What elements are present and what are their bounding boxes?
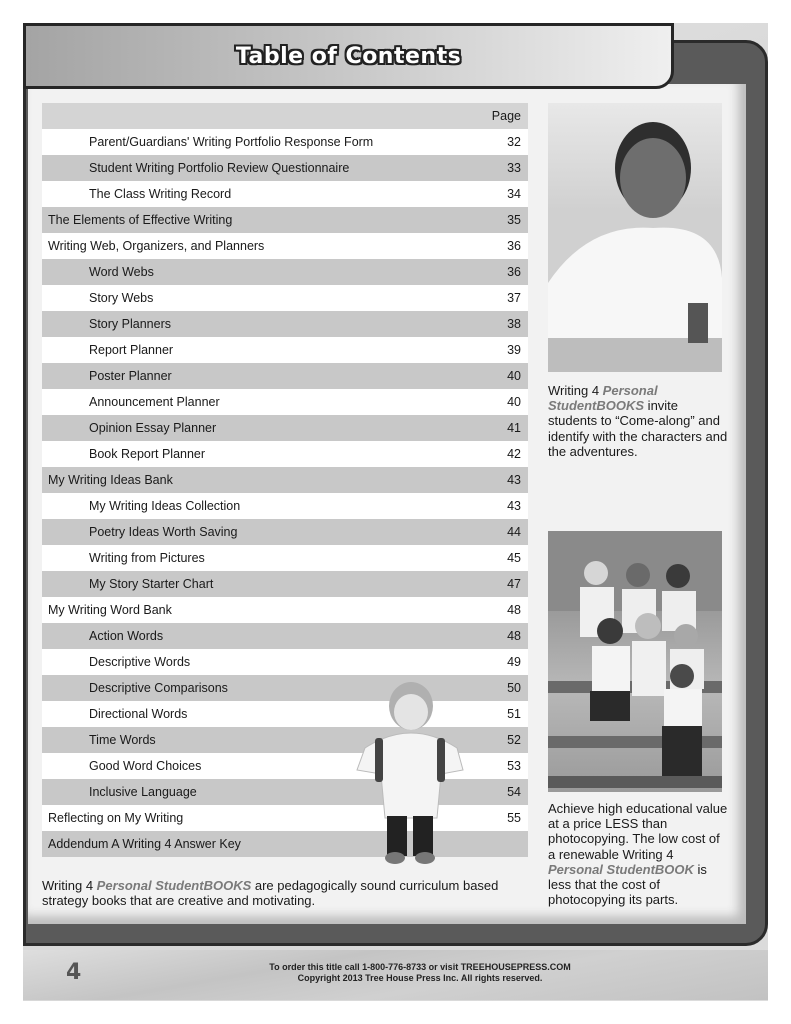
toc-row — [42, 259, 528, 285]
toc-row — [42, 493, 528, 519]
toc-entry-page: 54 — [507, 785, 521, 799]
toc-entry-page: 55 — [507, 811, 521, 825]
toc-entry-title: Report Planner — [89, 343, 174, 357]
toc-entry-page: 52 — [507, 733, 521, 747]
toc-row — [42, 415, 528, 441]
toc-row — [42, 649, 528, 675]
toc-entry-page: 39 — [507, 343, 521, 357]
toc-entry-title: Poster Planner — [89, 369, 172, 383]
toc-entry-page: 50 — [507, 681, 521, 695]
toc-entry-title: My Writing Ideas Bank — [48, 473, 173, 487]
toc-entry-page: 36 — [507, 265, 521, 279]
toc-entry-page: 38 — [507, 317, 521, 331]
toc-entry-title: Book Report Planner — [89, 447, 206, 461]
toc-row — [42, 311, 528, 337]
toc-entry-title: Action Words — [89, 629, 164, 643]
toc-row — [42, 623, 528, 649]
toc-entry-title: Directional Words — [89, 707, 188, 721]
footer-text — [180, 962, 660, 984]
toc-row — [42, 285, 528, 311]
caption-1-prefix: Writing 4 — [548, 383, 603, 398]
toc-entry-page: 42 — [507, 447, 521, 461]
toc-entry-page: 41 — [507, 421, 521, 435]
toc-row — [42, 207, 528, 233]
toc-entry-page: 49 — [507, 655, 521, 669]
toc-entry-title: Good Word Choices — [89, 759, 202, 773]
toc-row — [42, 519, 528, 545]
toc-entry-page: 47 — [507, 577, 521, 591]
toc-entry-title: My Writing Ideas Collection — [89, 499, 241, 513]
toc-entry-page: 53 — [507, 759, 521, 773]
toc-entry-title: Poetry Ideas Worth Saving — [89, 525, 238, 539]
page-column-header: Page — [491, 109, 521, 123]
caption-2-prefix: Achieve high educational value at a price LESS than photocopying. The low cost of a renewable Writing 4 — [548, 801, 728, 862]
children-group-image — [548, 531, 722, 792]
brand-emphasis: Personal StudentBOOKS — [548, 383, 658, 414]
toc-entry-title: Story Webs — [89, 291, 154, 305]
toc-entry-title: Descriptive Comparisons — [89, 681, 228, 695]
toc-row — [42, 467, 528, 493]
toc-row — [42, 597, 528, 623]
toc-row — [42, 363, 528, 389]
toc-entry-title: Time Words — [89, 733, 156, 747]
toc-entry-title: Word Webs — [89, 265, 154, 279]
toc-entry-page: 44 — [507, 525, 521, 539]
brand-emphasis: Personal StudentBOOK — [548, 861, 694, 877]
toc-entry-title: Inclusive Language — [89, 785, 197, 799]
toc-entry-title: Addendum A Writing 4 Answer Key — [48, 837, 241, 851]
toc-entry-page: 40 — [507, 395, 521, 409]
toc-entry-page: 34 — [507, 187, 521, 201]
toc-entry-title: The Elements of Effective Writing — [48, 213, 233, 227]
toc-row — [42, 571, 528, 597]
toc-row — [42, 181, 528, 207]
toc-entry-page: 35 — [507, 213, 521, 227]
caption-1-suffix: invite students to “Come-along” and identify with the characters and the adventures. — [548, 398, 728, 459]
toc-entry-page: 33 — [507, 161, 521, 175]
toc-row — [42, 129, 528, 155]
toc-entry-title: Parent/Guardians' Writing Portfolio Response Form — [89, 135, 374, 149]
toc-row — [42, 155, 528, 181]
toc-entry-title: The Class Writing Record — [89, 187, 232, 201]
toc-row — [42, 545, 528, 571]
caption-come-along — [548, 383, 728, 459]
toc-entry-page: 48 — [507, 603, 521, 617]
toc-entry-title: Announcement Planner — [89, 395, 220, 409]
bottom-note-suffix: are pedagogically sound curriculum based strategy books that are creative and motivating. — [42, 878, 499, 908]
caption-2-suffix: is less that the cost of photocopying its parts. — [548, 861, 707, 908]
toc-entry-page: 32 — [507, 135, 521, 149]
toc-row — [42, 337, 528, 363]
toc-entry-title: Reflecting on My Writing — [48, 811, 184, 825]
page-number: 4 — [66, 960, 82, 985]
toc-row — [42, 233, 528, 259]
toc-entry-page: 36 — [507, 239, 521, 253]
bottom-description — [42, 878, 528, 908]
toc-entry-title: Student Writing Portfolio Review Questionnaire — [89, 161, 350, 175]
brand-emphasis: Personal StudentBOOKS — [96, 878, 252, 893]
toc-row — [42, 389, 528, 415]
bottom-note-prefix: Writing 4 — [42, 878, 97, 893]
page-title: Table of Contents — [235, 43, 462, 69]
order-line: To order this title call 1-800-776-8733 or visit TREEHOUSEPRESS.COM — [269, 962, 571, 972]
photo-smiling-boy — [548, 103, 722, 372]
toc-entry-title: My Story Starter Chart — [89, 577, 214, 591]
toc-header-row — [42, 103, 528, 129]
caption-value — [548, 801, 728, 907]
boy-portrait-image — [548, 103, 722, 372]
toc-entry-title: Opinion Essay Planner — [89, 421, 217, 435]
title-banner — [23, 23, 674, 89]
boy-with-backpack-figure — [345, 678, 475, 868]
toc-entry-title: Descriptive Words — [89, 655, 191, 669]
copyright-line: Copyright 2013 Tree House Press Inc. All rights reserved. — [297, 973, 543, 983]
toc-entry-title: Writing Web, Organizers, and Planners — [48, 239, 265, 253]
toc-entry-page: 37 — [507, 291, 521, 305]
toc-entry-page: 51 — [507, 707, 521, 721]
toc-entry-page: 45 — [507, 551, 521, 565]
toc-entry-title: My Writing Word Bank — [48, 603, 172, 617]
toc-entry-page: 48 — [507, 629, 521, 643]
toc-row — [42, 441, 528, 467]
photo-group-of-children — [548, 531, 722, 792]
toc-entry-page: 43 — [507, 499, 521, 513]
toc-entry-page: 43 — [507, 473, 521, 487]
toc-entry-title: Writing from Pictures — [89, 551, 205, 565]
toc-entry-page: 40 — [507, 369, 521, 383]
toc-entry-title: Story Planners — [89, 317, 171, 331]
